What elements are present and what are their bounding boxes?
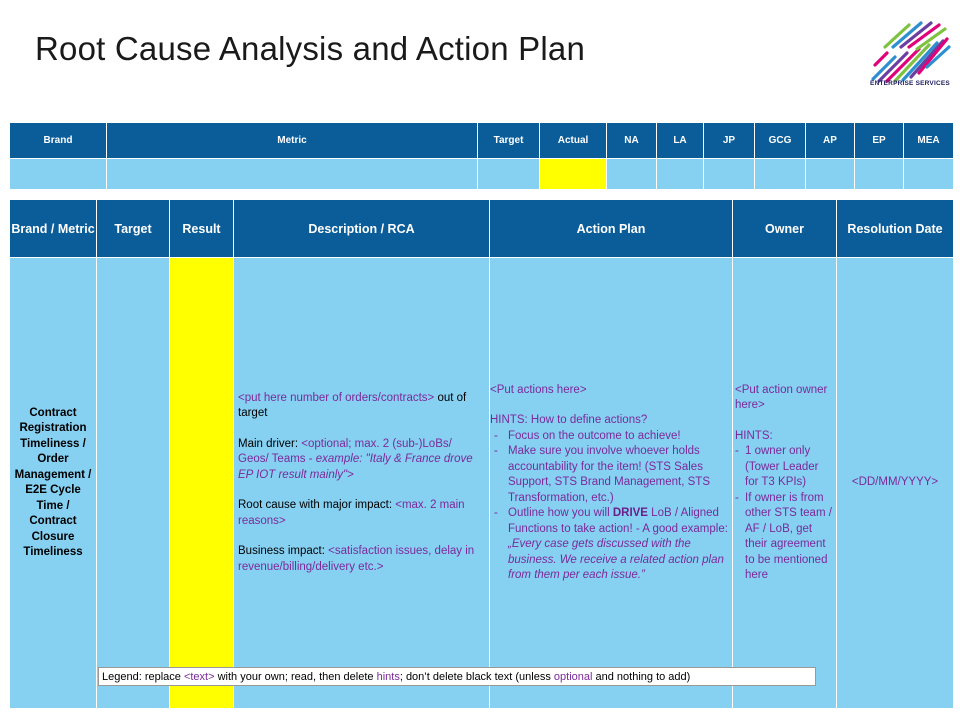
- action-hints-list: [490, 429, 730, 584]
- header-metric: Metric: [107, 123, 478, 159]
- legend: [98, 667, 816, 686]
- desc-business: [238, 544, 485, 575]
- header-description: Description / RCA: [234, 200, 490, 258]
- orders-placeholder: <put here number of orders/contracts>: [238, 391, 435, 404]
- cell-result[interactable]: [170, 258, 234, 709]
- owner-hint-2: - If owner is from other STS team / AF / LoB, get their agreement to be mentioned here: [735, 491, 834, 584]
- hint3-example: „Every case gets discussed with the business. We receive a related action plan from them per each issue.”: [508, 538, 724, 581]
- cell-mea[interactable]: [904, 159, 954, 190]
- legend-text-placeholder: <text>: [183, 671, 215, 683]
- header-action-plan: Action Plan: [490, 200, 733, 258]
- business-placeholder: <satisfaction issues, delay in revenue/billing/delivery etc.>: [238, 545, 475, 573]
- action-hint-1: - Focus on the outcome to achieve!: [490, 429, 730, 445]
- desc-driver: [238, 437, 485, 484]
- cell-na[interactable]: [607, 159, 657, 190]
- cell-brand[interactable]: [10, 159, 107, 190]
- desc-root-cause: [238, 498, 485, 529]
- header-gcg: GCG: [755, 123, 806, 159]
- header-brand-metric: Brand / Metric: [10, 200, 97, 258]
- cell-owner[interactable]: [733, 258, 837, 709]
- action-hints-title: HINTS: How to define actions?: [490, 414, 648, 426]
- header-result: Result: [170, 200, 234, 258]
- cell-la[interactable]: [657, 159, 704, 190]
- cell-metric[interactable]: [107, 159, 478, 190]
- action-hint-3: [490, 506, 730, 584]
- legend-hints-word: hints: [376, 671, 400, 683]
- page-title: Root Cause Analysis and Action Plan: [35, 30, 586, 67]
- header-ep: EP: [855, 123, 904, 159]
- metric-table: [9, 122, 954, 190]
- legend-part2: with your own; read, then delete: [214, 671, 377, 683]
- header-mea: MEA: [904, 123, 954, 159]
- action-hint-2: - Make sure you involve whoever holds accountability for the item! (STS Sales Support, STS Brand Management, STS Transformation, etc.): [490, 444, 730, 506]
- hint3-post: LoB / Aligned Functions to take action! - A good example:: [508, 507, 728, 535]
- driver-placeholder: <optional; max. 2 (sub-)LoBs/ Geos/ Teams -: [238, 437, 452, 466]
- cell-jp[interactable]: [704, 159, 755, 190]
- cell-ap[interactable]: [806, 159, 855, 190]
- cell-description[interactable]: [234, 258, 490, 709]
- header-target: Target: [478, 123, 540, 159]
- header-ap: AP: [806, 123, 855, 159]
- cell-rca-target[interactable]: [97, 258, 170, 709]
- header-na: NA: [607, 123, 657, 159]
- cell-ep[interactable]: [855, 159, 904, 190]
- header-resolution-date: Resolution Date: [837, 200, 954, 258]
- owner-placeholder: <Put action owner here>: [735, 383, 828, 411]
- owner-hints-list: [735, 444, 834, 584]
- business-label: Business impact:: [238, 545, 329, 558]
- hint3-pre: Outline how you will: [508, 507, 613, 519]
- rca-header-row: [10, 200, 954, 258]
- cell-target[interactable]: [478, 159, 540, 190]
- desc-orders: [238, 391, 485, 422]
- driver-example: example: "Italy & France drove EP IOT result mainly": [238, 453, 473, 481]
- legend-part3: ; don’t delete black text (unless: [399, 671, 554, 683]
- orders-suffix: out of target: [238, 391, 467, 420]
- owner-hint-1: - 1 owner only (Tower Leader for T3 KPIs): [735, 444, 834, 491]
- legend-optional-word: optional: [553, 671, 593, 683]
- owner-hints-title: HINTS:: [735, 429, 773, 442]
- rca-table: [9, 199, 954, 709]
- cell-gcg[interactable]: [755, 159, 806, 190]
- header-actual: Actual: [540, 123, 607, 159]
- driver-close: >: [347, 468, 354, 481]
- header-owner: Owner: [733, 200, 837, 258]
- header-brand: Brand: [10, 123, 107, 159]
- root-cause-placeholder: <max. 2 main reasons>: [238, 499, 465, 527]
- cell-resolution-date[interactable]: <DD/MM/YYYY>: [837, 258, 954, 709]
- rca-data-row: [10, 258, 954, 709]
- action-placeholder: <Put actions here>: [490, 383, 587, 396]
- metric-header-row: [10, 123, 954, 159]
- root-cause-label: Root cause with major impact:: [238, 499, 396, 512]
- header-jp: JP: [704, 123, 755, 159]
- cell-metric-name[interactable]: Contract Registration Timeliness / Order Management / E2E Cycle Time / Contract Closure Timeliness: [10, 258, 97, 709]
- cell-action-plan[interactable]: [490, 258, 733, 709]
- cell-actual[interactable]: [540, 159, 607, 190]
- legend-part1: Legend: replace: [102, 671, 184, 683]
- header-rca-target: Target: [97, 200, 170, 258]
- hint3-bold: DRIVE: [612, 507, 648, 519]
- metric-data-row: [10, 159, 954, 190]
- legend-part4: and nothing to add): [592, 671, 691, 683]
- header-la: LA: [657, 123, 704, 159]
- driver-label: Main driver:: [238, 437, 302, 450]
- logo-text: ENTERPRISE SERVICES: [870, 80, 950, 87]
